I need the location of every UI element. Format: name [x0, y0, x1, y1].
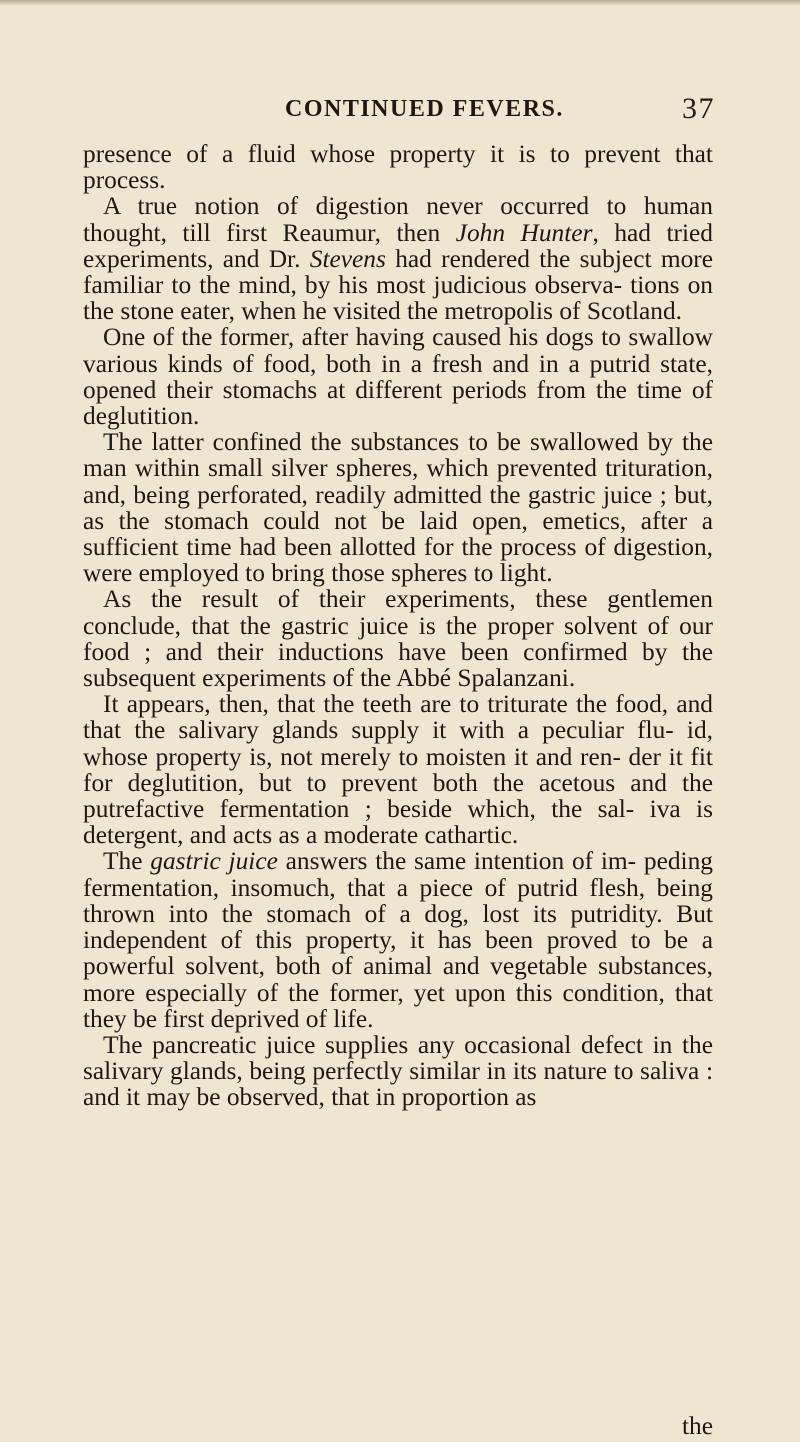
- text-segment: had rendered the subject more familiar to the mind, by his most judicious observa- tions on the stone eater, when he visited the metropolis of Scotland.: [83, 244, 713, 326]
- text-segment: It appears, then, that the teeth are to triturate the food, and that the salivary glands supply it with a peculiar flu- id, whose property is, not merely to moisten it and ren- der it fit for deglutition, but to prevent both the acetous and the putrefactive fermentation ; beside which, the sal- iva is detergent, and acts as a moderate cathartic.: [83, 690, 713, 850]
- text-segment: presence of a fluid whose property it is to prevent that process.: [83, 140, 713, 195]
- paragraph: [83, 1032, 713, 1111]
- body-text: [83, 141, 713, 1111]
- paragraph: [83, 848, 713, 1031]
- text-segment: A true notion of digestion never occurred to human thought, till first Reaumur, then: [83, 192, 713, 247]
- text-segment: answers the same intention of im- peding fermentation, insomuch, that a piece of putrid flesh, being thrown into the stomach of a dog, lost its putridity. But independent of this property, it has been proved to be a powerful solvent, both of animal and vegetable substances, more especially of the former, yet upon this condition, that they be first deprived of life.: [83, 847, 713, 1033]
- paragraph: [83, 141, 713, 193]
- paragraph: [83, 324, 713, 429]
- text-segment: The latter confined the substances to be swallowed by the man within small silver spheres, which prevented trituration, and, being perforated, readily admitted the gastric juice ; but, as the stomach could not be laid open, emetics, after a sufficient time had been allotted for the process of digestion, were employed to bring those spheres to light.: [83, 428, 713, 588]
- paragraph: [83, 691, 713, 848]
- page-number: 37: [682, 92, 715, 125]
- running-header: [285, 92, 715, 132]
- text-segment: As the result of their experiments, these gentlemen conclude, that the gastric juice is the proper solvent of our food ; and their inductions have been confirmed by the subsequent experiments of the Abbé Spalanzani.: [83, 585, 713, 693]
- text-segment: The: [103, 847, 151, 876]
- page-top-edge: [0, 0, 800, 6]
- paragraph: [83, 586, 713, 691]
- text-segment: The pancreatic juice supplies any occasional defect in the salivary glands, being perfectly similar in its nature to saliva : and it may be observed, that in proportion as: [83, 1030, 713, 1112]
- italic-text: John Hunter: [455, 218, 593, 247]
- catchword: the: [681, 1412, 713, 1440]
- running-title: CONTINUED FEVERS.: [285, 96, 564, 122]
- text-segment: One of the former, after having caused his dogs to swallow various kinds of food, both in a fresh and in a putrid state, opened their stomachs at different periods from the time of deglutition.: [83, 323, 713, 431]
- italic-text: gastric juice: [150, 847, 278, 876]
- paragraph: [83, 429, 713, 586]
- italic-text: Stevens: [309, 244, 386, 273]
- text-segment: , had tried experiments, and Dr.: [83, 218, 714, 273]
- paragraph: [83, 193, 713, 324]
